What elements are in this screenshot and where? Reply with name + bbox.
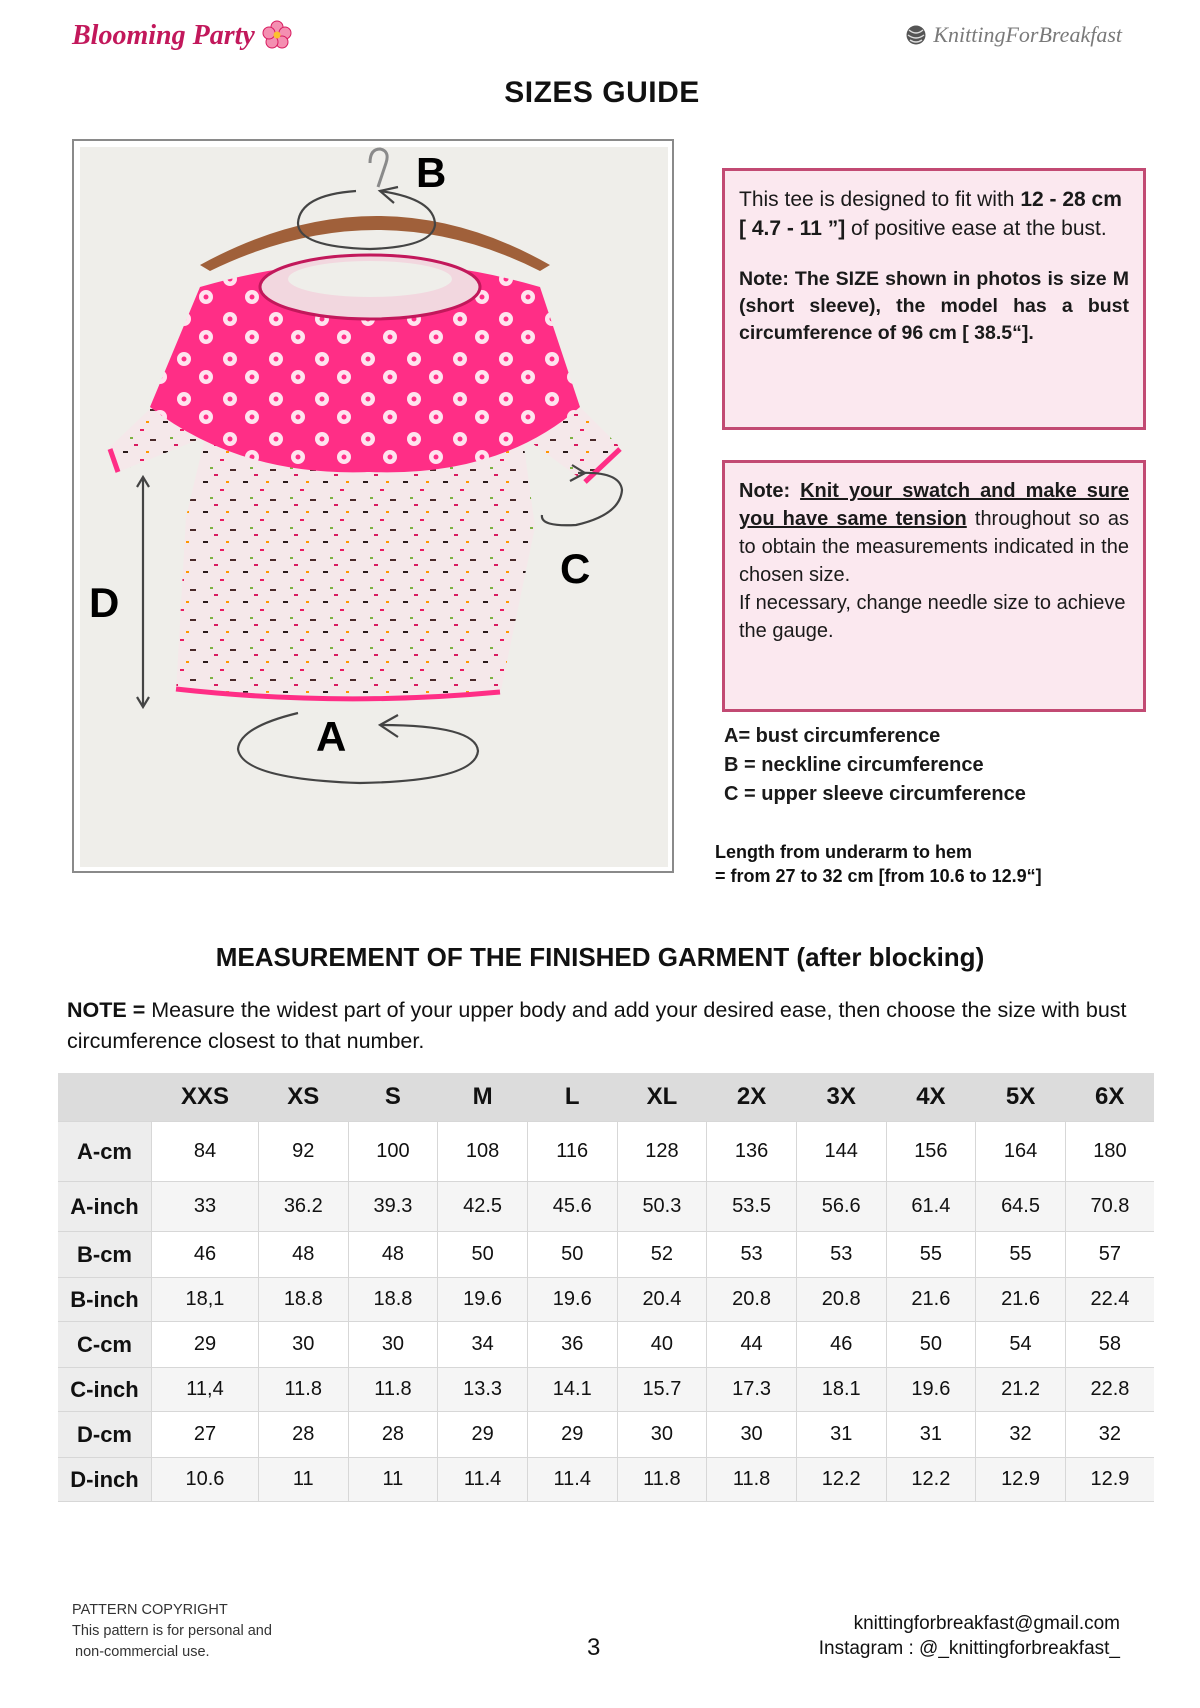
brand-logo xyxy=(905,22,1122,48)
table-cell: 11 xyxy=(348,1458,438,1502)
table-row xyxy=(58,1322,1154,1368)
table-cell: 54 xyxy=(976,1322,1066,1368)
table-cell: 12.9 xyxy=(1065,1458,1154,1502)
table-cell: 31 xyxy=(886,1412,976,1458)
table-cell: 11.8 xyxy=(348,1368,438,1412)
email-link[interactable]: knittingforbreakfast@gmail.com xyxy=(853,1613,1120,1634)
table-cell: 52 xyxy=(617,1232,707,1278)
table-cell: 11 xyxy=(258,1458,348,1502)
table-cell: 136 xyxy=(707,1122,797,1182)
table-row xyxy=(58,1232,1154,1278)
page-title: SIZES GUIDE xyxy=(504,76,700,109)
table-cell: 19.6 xyxy=(886,1368,976,1412)
table-cell: 84 xyxy=(152,1122,259,1182)
length-info xyxy=(715,840,1042,889)
table-cell: 29 xyxy=(438,1412,528,1458)
table-cell: 19.6 xyxy=(438,1278,528,1322)
table-cell: 12.2 xyxy=(796,1458,886,1502)
length-line-1: Length from underarm to hem xyxy=(715,842,973,862)
table-cell: 108 xyxy=(438,1122,528,1182)
table-cell: 55 xyxy=(886,1232,976,1278)
size-header-3x: 3X xyxy=(796,1073,886,1122)
garment-photo xyxy=(80,147,668,867)
table-row xyxy=(58,1368,1154,1412)
row-label: B-inch xyxy=(58,1278,152,1322)
table-cell: 21.6 xyxy=(976,1278,1066,1322)
table-cell: 20.8 xyxy=(796,1278,886,1322)
legend-c: C = upper sleeve circumference xyxy=(724,783,1026,805)
table-cell: 29 xyxy=(152,1322,259,1368)
size-header-6x: 6X xyxy=(1065,1073,1154,1122)
copyright-line-1: This pattern is for personal and xyxy=(72,1623,272,1640)
copyright-line-2: non-commercial use. xyxy=(75,1644,210,1661)
table-cell: 70.8 xyxy=(1065,1182,1154,1232)
table-cell: 53 xyxy=(707,1232,797,1278)
table-cell: 36 xyxy=(527,1322,617,1368)
table-row xyxy=(58,1458,1154,1502)
row-label: C-inch xyxy=(58,1368,152,1412)
table-header-row xyxy=(58,1073,1154,1122)
table-cell: 21.6 xyxy=(886,1278,976,1322)
table-row xyxy=(58,1412,1154,1458)
row-label: A-inch xyxy=(58,1182,152,1232)
size-header-m: M xyxy=(438,1073,528,1122)
size-header-2x: 2X xyxy=(707,1073,797,1122)
table-cell: 27 xyxy=(152,1412,259,1458)
table-cell: 11,4 xyxy=(152,1368,259,1412)
needle-note: If necessary, change needle size to achieve the gauge. xyxy=(739,592,1126,642)
table-cell: 18.8 xyxy=(348,1278,438,1322)
ease-text: This tee is designed to fit with 12 - 28 cm [ 4.7 - 11 ”] of positive ease at the bust. xyxy=(739,188,1122,241)
swatch-note: Note: Knit your swatch and make sure you have same tension throughout so as to obtain the measurements indicated in the chosen size. xyxy=(739,480,1129,586)
table-cell: 28 xyxy=(348,1412,438,1458)
table-cell: 61.4 xyxy=(886,1182,976,1232)
table-cell: 92 xyxy=(258,1122,348,1182)
ease-info-box xyxy=(722,168,1146,430)
table-cell: 50 xyxy=(886,1322,976,1368)
table-cell: 22.8 xyxy=(1065,1368,1154,1412)
table-cell: 19.6 xyxy=(527,1278,617,1322)
table-cell: 144 xyxy=(796,1122,886,1182)
table-row xyxy=(58,1122,1154,1182)
measure-note: NOTE = Measure the widest part of your upper body and add your desired ease, then choose the size with bust circumference closest to that number. xyxy=(67,998,1127,1054)
table-cell: 12.9 xyxy=(976,1458,1066,1502)
table-cell: 46 xyxy=(152,1232,259,1278)
table-cell: 14.1 xyxy=(527,1368,617,1412)
table-cell: 39.3 xyxy=(348,1182,438,1232)
table-cell: 42.5 xyxy=(438,1182,528,1232)
table-row xyxy=(58,1182,1154,1232)
table-cell: 13.3 xyxy=(438,1368,528,1412)
label-d: D xyxy=(89,579,120,626)
table-cell: 100 xyxy=(348,1122,438,1182)
size-header-xxs: XXS xyxy=(152,1073,259,1122)
table-cell: 48 xyxy=(348,1232,438,1278)
table-cell: 30 xyxy=(258,1322,348,1368)
row-label: D-inch xyxy=(58,1458,152,1502)
size-header-l: L xyxy=(527,1073,617,1122)
brand-title xyxy=(72,20,292,52)
table-cell: 180 xyxy=(1065,1122,1154,1182)
size-note: Note: The SIZE shown in photos is size M (short sleeve), the model has a bust circumference of 96 cm [ 38.5“]. xyxy=(739,267,1129,345)
swatch-note-box xyxy=(722,460,1146,712)
table-cell: 30 xyxy=(348,1322,438,1368)
instagram-handle[interactable]: Instagram : @_knittingforbreakfast_ xyxy=(818,1637,1120,1659)
table-cell: 48 xyxy=(258,1232,348,1278)
table-cell: 20.8 xyxy=(707,1278,797,1322)
table-cell: 11.8 xyxy=(707,1458,797,1502)
table-cell: 45.6 xyxy=(527,1182,617,1232)
table-cell: 36.2 xyxy=(258,1182,348,1232)
table-cell: 64.5 xyxy=(976,1182,1066,1232)
table-cell: 33 xyxy=(152,1182,259,1232)
size-header-4x: 4X xyxy=(886,1073,976,1122)
row-label: C-cm xyxy=(58,1322,152,1368)
label-a: A xyxy=(316,713,347,760)
table-cell: 31 xyxy=(796,1412,886,1458)
brand-title-text: Blooming Party xyxy=(72,20,255,51)
table-row xyxy=(58,1278,1154,1322)
row-label: D-cm xyxy=(58,1412,152,1458)
table-cell: 32 xyxy=(976,1412,1066,1458)
label-c: C xyxy=(560,545,591,592)
table-cell: 40 xyxy=(617,1322,707,1368)
table-cell: 50 xyxy=(438,1232,528,1278)
table-cell: 58 xyxy=(1065,1322,1154,1368)
row-label: B-cm xyxy=(58,1232,152,1278)
table-cell: 46 xyxy=(796,1322,886,1368)
table-cell: 17.3 xyxy=(707,1368,797,1412)
table-cell: 18.8 xyxy=(258,1278,348,1322)
table-cell: 55 xyxy=(976,1232,1066,1278)
table-cell: 57 xyxy=(1065,1232,1154,1278)
table-cell: 56.6 xyxy=(796,1182,886,1232)
size-header-s: S xyxy=(348,1073,438,1122)
table-cell: 29 xyxy=(527,1412,617,1458)
table-cell: 15.7 xyxy=(617,1368,707,1412)
table-cell: 50 xyxy=(527,1232,617,1278)
size-header-xl: XL xyxy=(617,1073,707,1122)
legend-b: B = neckline circumference xyxy=(724,754,984,776)
size-header-xs: XS xyxy=(258,1073,348,1122)
table-cell: 11.8 xyxy=(617,1458,707,1502)
table-cell: 11.4 xyxy=(527,1458,617,1502)
copyright-notice xyxy=(72,1600,272,1663)
measurement-title: MEASUREMENT OF THE FINISHED GARMENT (after blocking) xyxy=(215,942,985,972)
table-cell: 12.2 xyxy=(886,1458,976,1502)
page-number: 3 xyxy=(587,1634,601,1661)
table-corner xyxy=(58,1073,152,1122)
table-cell: 28 xyxy=(258,1412,348,1458)
table-cell: 128 xyxy=(617,1122,707,1182)
table-cell: 11.4 xyxy=(438,1458,528,1502)
measure-legend xyxy=(724,722,1026,809)
flower-icon xyxy=(262,20,292,50)
table-cell: 34 xyxy=(438,1322,528,1368)
legend-a: A= bust circumference xyxy=(724,725,941,747)
table-cell: 22.4 xyxy=(1065,1278,1154,1322)
table-cell: 20.4 xyxy=(617,1278,707,1322)
table-cell: 32 xyxy=(1065,1412,1154,1458)
sizes-table xyxy=(58,1073,1154,1502)
table-cell: 21.2 xyxy=(976,1368,1066,1412)
table-cell: 30 xyxy=(617,1412,707,1458)
table-cell: 11.8 xyxy=(258,1368,348,1412)
brand-logo-text: KnittingForBreakfast xyxy=(933,22,1122,47)
table-cell: 50.3 xyxy=(617,1182,707,1232)
row-label: A-cm xyxy=(58,1122,152,1182)
table-cell: 44 xyxy=(707,1322,797,1368)
length-line-2: = from 27 to 32 cm [from 10.6 to 12.9“] xyxy=(715,866,1042,887)
table-cell: 30 xyxy=(707,1412,797,1458)
yarn-ball-icon xyxy=(905,24,927,46)
table-cell: 10.6 xyxy=(152,1458,259,1502)
table-cell: 53.5 xyxy=(707,1182,797,1232)
label-b: B xyxy=(416,149,447,196)
table-cell: 164 xyxy=(976,1122,1066,1182)
copyright-title: PATTERN COPYRIGHT xyxy=(72,1602,228,1618)
table-cell: 156 xyxy=(886,1122,976,1182)
table-body xyxy=(58,1122,1154,1502)
contact-info xyxy=(819,1612,1120,1661)
table-cell: 18,1 xyxy=(152,1278,259,1322)
table-cell: 53 xyxy=(796,1232,886,1278)
table-cell: 116 xyxy=(527,1122,617,1182)
size-header-5x: 5X xyxy=(976,1073,1066,1122)
table-cell: 18.1 xyxy=(796,1368,886,1412)
